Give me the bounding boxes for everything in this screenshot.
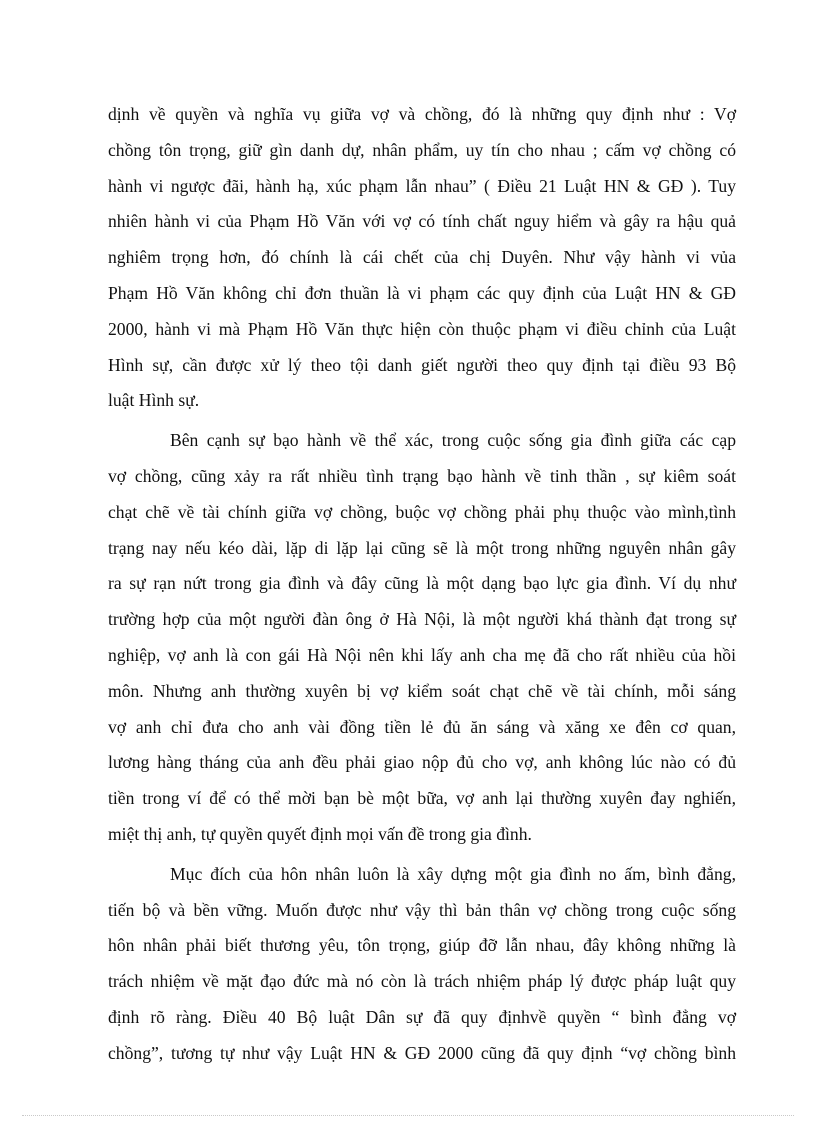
paragraph-line: luật Hình sự.	[108, 390, 200, 411]
paragraph-line: trường hợp của một người đàn ông ở Hà Nội, là một người khá thành đạt trong sự	[108, 609, 736, 630]
paragraph-line: nghiệp, vợ anh là con gái Hà Nội nên khi lấy anh cha mẹ đã cho rất nhiều của hồi	[108, 644, 736, 665]
paragraph-3	[108, 857, 736, 1072]
paragraph-line: lương hàng tháng của anh đều phải giao nộp đủ cho vợ, anh không lúc nào có đủ	[108, 752, 736, 773]
paragraph-line: trạng nay nếu kéo dài, lặp di lặp lại cũng sẽ là một trong những nguyên nhân gây	[108, 537, 736, 558]
paragraph-line: tiến bộ và bền vững. Muốn được như vậy thì bản thân vợ chồng trong cuộc sống	[108, 899, 736, 920]
paragraph-line: Phạm Hồ Văn không chỉ đơn thuần là vi phạm các quy định của Luật HN & GĐ	[108, 282, 736, 303]
paragraph-line: môn. Nhưng anh thường xuyên bị vợ kiểm soát chạt chẽ về tài chính, mỗi sáng	[108, 680, 736, 701]
paragraph-line: dịnh về quyền và nghĩa vụ giữa vợ và chồng, đó là những quy định như : Vợ	[108, 104, 736, 124]
paragraph-line: ra sự rạn nứt trong gia đình và đây cũng là một dạng bạo lực gia đình. Ví dụ như	[108, 573, 736, 594]
paragraph-line: chồng tôn trọng, giữ gìn danh dự, nhân phẩm, uy tín cho nhau ; cấm vợ chồng có	[108, 139, 736, 160]
paragraph-line: chạt chẽ về tài chính giữa vợ chồng, buộc vợ chồng phải phụ thuộc vào mình,tình	[108, 501, 736, 522]
paragraph-line: Bên cạnh sự bạo hành về thể xác, trong cuộc sống gia đình giữa các cạp	[170, 430, 736, 451]
paragraph-line: vợ chồng, cũng xảy ra rất nhiều tình trạng bạo hành về tinh thần , sự kiêm soát	[108, 465, 736, 486]
paragraph-line: chồng”, tương tự như vậy Luật HN & GĐ 2000 cũng đã quy định “vợ chồng bình	[108, 1042, 736, 1063]
paragraph-line: hôn nhân phải biết thương yêu, tôn trọng, giúp đỡ lẫn nhau, đây không những là	[108, 935, 736, 956]
paragraph-1	[108, 97, 736, 419]
paragraph-2	[108, 423, 736, 853]
page-bottom-divider	[22, 1115, 794, 1116]
body-text	[108, 97, 736, 1072]
paragraph-line: nhiên hành vi của Phạm Hồ Văn với vợ có tính chất nguy hiểm và gây ra hậu quả	[108, 211, 736, 232]
paragraph-line: nghiêm trọng hơn, đó chính là cái chết của chị Duyên. Như vậy hành vi vủa	[108, 247, 736, 268]
paragraph-line: định rõ ràng. Điều 40 Bộ luật Dân sự đã quy địnhvề quyền “ bình đẳng vợ	[108, 1006, 736, 1027]
paragraph-line: trách nhiệm về mặt đạo đức mà nó còn là trách nhiệm pháp lý được pháp luật quy	[108, 971, 736, 992]
paragraph-line: Mục đích của hôn nhân luôn là xây dựng một gia đình no ấm, bình đẳng,	[170, 863, 736, 884]
paragraph-line: hành vi ngược đãi, hành hạ, xúc phạm lẫn nhau” ( Điều 21 Luật HN & GĐ ). Tuy	[108, 175, 736, 196]
paragraph-line: tiền trong ví để có thể mời bạn bè một bữa, vợ anh lại thường xuyên đay nghiến,	[108, 788, 736, 809]
paragraph-line: vợ anh chỉ đưa cho anh vài đồng tiền lẻ đủ ăn sáng và xăng xe đên cơ quan,	[108, 716, 736, 737]
paragraph-line: 2000, hành vi mà Phạm Hồ Văn thực hiện còn thuộc phạm vi điều chỉnh của Luật	[108, 318, 736, 339]
paragraph-line: Hình sự, cần được xử lý theo tội danh giết người theo quy định tại điều 93 Bộ	[108, 354, 736, 375]
paragraph-line: miệt thị anh, tự quyền quyết định mọi vấn đề trong gia đình.	[108, 823, 532, 844]
